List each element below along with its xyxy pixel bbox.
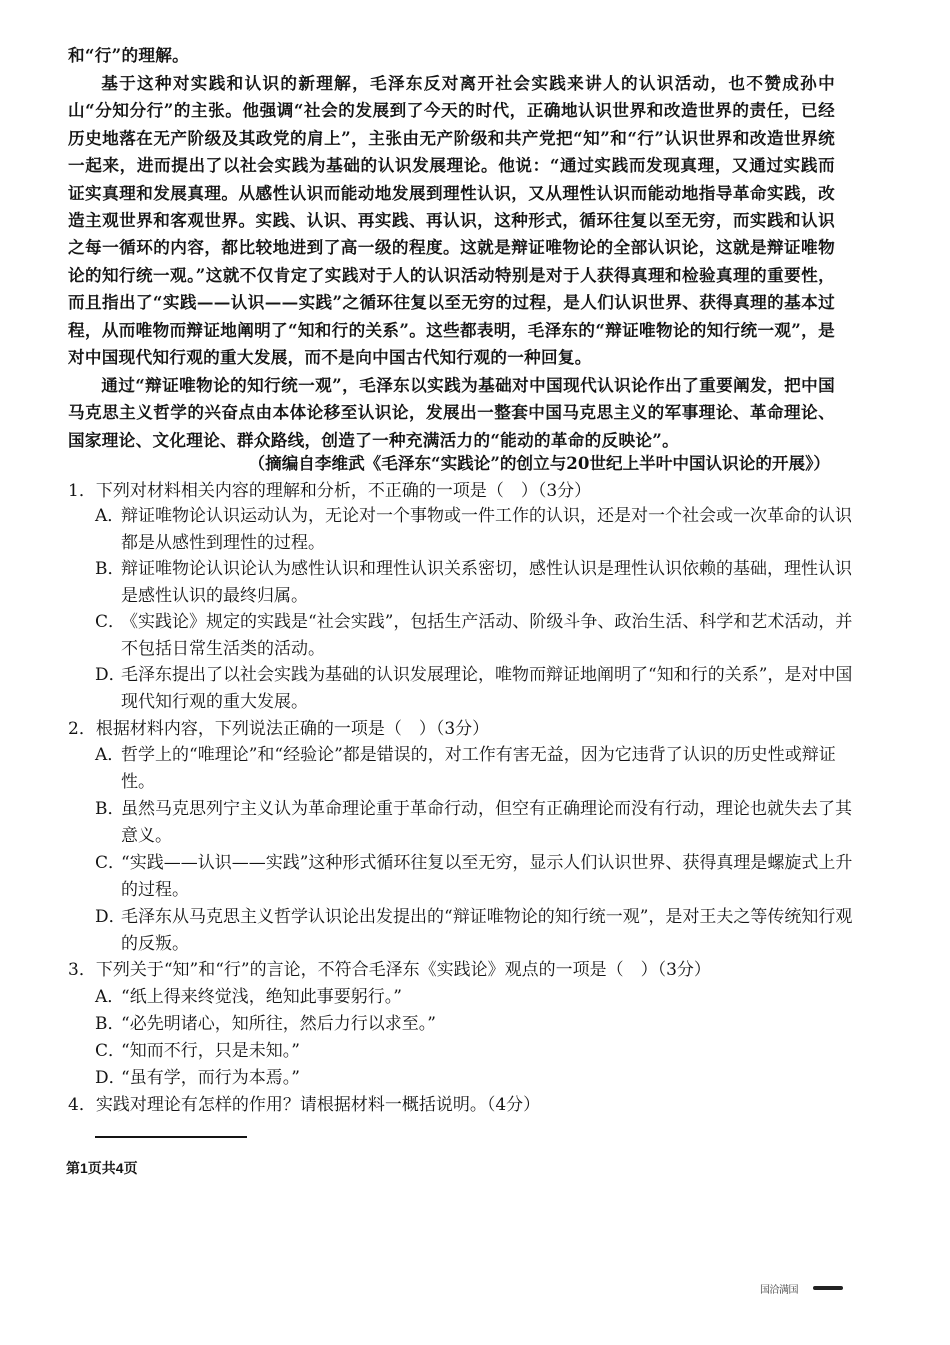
question-2-option-a[interactable] [95, 742, 861, 796]
option-text: 毛泽东提出了以社会实践为基础的认识发展理论，唯物而辩证地阐明了“知和行的关系”，是对中国现代知行观的重大发展。 [121, 665, 853, 712]
passage-paragraph-2: 基于这种对实践和认识的新理解，毛泽东反对离开社会实践来讲人的认识活动，也不赞成孙中山“分知分行”的主张。他强调“社会的发展到了今天的时代，正确地认识世界和改造世界的责任，已经历史地落在无产阶级及其政党的肩上”，主张由无产阶级和共产党把“知”和“行”认识世界和改造世界统一起来，进而提出了以社会实践为基础的认识发展理论。他说：“通过实践而发现真理，又通过实践而证实真理和发展真理。从感性认识而能动地发展到理性认识，又从理性认识而能动地指导革命实践，改造主观世界和客观世界。实践、认识、再实践、再认识，这种形式，循环往复以至无穷，而实践和认识之每一循环的内容，都比较地进到了高一级的程度。这就是辩证唯物论的全部认识论，这就是辩证唯物论的知行统一观。”这就不仅肯定了实践对于人的认识活动特别是对于人获得真理和检验真理的重要性，而且指出了“实践——认识——实践”之循环往复以至无穷的过程，是人们认识世界、获得真理的基本过程，从而唯物而辩证地阐明了“知和行的关系”。这些都表明，毛泽东的“辩证唯物论的知行统一观”，是对中国现代知行观的重大发展，而不是向中国古代知行观的一种回复。 [68, 73, 835, 368]
option-text: 毛泽东从马克思主义哲学认识论出发提出的“辩证唯物论的知行统一观”，是对王夫之等传统知行观的反叛。 [121, 907, 853, 954]
corner-stamp-bar [813, 1286, 843, 1290]
option-text: “知而不行，只是未知。” [121, 1041, 300, 1061]
question-3-option-b[interactable] [95, 1011, 861, 1038]
option-letter: C． [95, 1041, 126, 1061]
option-letter: A． [95, 745, 125, 765]
option-letter: A． [95, 506, 125, 526]
page-number: 第1页共4页 [66, 1160, 138, 1176]
option-text: “必先明诸心，知所往，然后力行以求至。” [121, 1014, 436, 1034]
question-2-stem: 2．根据材料内容，下列说法正确的一项是（ ）（3分） [68, 719, 490, 739]
question-1-stem: 1．下列对材料相关内容的理解和分析，不正确的一项是（ ）（3分） [68, 481, 592, 501]
option-text: 虽然马克思列宁主义认为革命理论重于革命行动，但空有正确理论而没有行动，理论也就失去了其意义。 [121, 799, 852, 846]
option-text: “纸上得来终觉浅，绝知此事要躬行。” [121, 987, 402, 1007]
passage-paragraph-3: 通过“辩证唯物论的知行统一观”，毛泽东以实践为基础对中国现代认识论作出了重要阐发，把中国马克思主义哲学的兴奋点由本体论移至认识论，发展出一整套中国马克思主义的军事理论、革命理论、国家理论、文化理论、群众路线，创造了一种充满活力的“能动的革命的反映论”。 [68, 375, 835, 450]
option-letter: B． [95, 799, 125, 819]
option-text: “虽有学，而行为本焉。” [121, 1068, 300, 1088]
option-letter: C． [95, 612, 126, 632]
question-3-option-c[interactable] [95, 1038, 861, 1065]
question-3-option-a[interactable] [95, 984, 861, 1011]
question-3-stem: 3．下列关于“知”和“行”的言论，不符合毛泽东《实践论》观点的一项是（ ）（3分） [68, 960, 711, 980]
passage-opening-fragment: 和“行”的理解。 [68, 45, 190, 65]
question-1-option-d[interactable] [95, 662, 861, 716]
question-2-option-d[interactable] [95, 904, 861, 958]
option-text: 《实践论》规定的实践是“社会实践”，包括生产活动、阶级斗争、政治生活、科学和艺术活动，并不包括日常生活类的活动。 [121, 612, 853, 659]
option-letter: A． [95, 987, 125, 1007]
option-letter: C． [95, 853, 126, 873]
passage-source: （摘编自李维武《毛泽东“实践论”的创立与20世纪上半叶中国认识论的开展》） [248, 453, 830, 473]
option-letter: D． [95, 1068, 126, 1088]
footnote-divider [95, 1136, 247, 1138]
option-letter: D． [95, 907, 126, 927]
option-letter: B． [95, 1014, 125, 1034]
option-text: 辩证唯物论认识论认为感性认识和理性认识关系密切，感性认识是理性认识依赖的基础，理性认识是感性认识的最终归属。 [121, 559, 852, 606]
option-letter: D． [95, 665, 126, 685]
corner-stamp: 国洽满国 [760, 1285, 798, 1296]
option-text: “实践——认识——实践”这种形式循环往复以至无穷，显示人们认识世界、获得真理是螺旋式上升的过程。 [121, 853, 853, 900]
question-1-option-c[interactable] [95, 609, 861, 663]
option-letter: B． [95, 559, 125, 579]
option-text: 哲学上的“唯理论”和“经验论”都是错误的，对工作有害无益，因为它违背了认识的历史性或辩证性。 [121, 745, 836, 792]
question-1-option-a[interactable] [95, 503, 861, 557]
question-2-option-c[interactable] [95, 850, 861, 904]
question-4-stem: 4．实践对理论有怎样的作用？请根据材料一概括说明。（4分） [68, 1095, 541, 1115]
question-2-option-b[interactable] [95, 796, 861, 850]
question-3-option-d[interactable] [95, 1065, 861, 1092]
option-text: 辩证唯物论认识运动认为，无论对一个事物或一件工作的认识，还是对一个社会或一次革命的认识都是从感性到理性的过程。 [121, 506, 852, 553]
question-1-option-b[interactable] [95, 556, 861, 610]
